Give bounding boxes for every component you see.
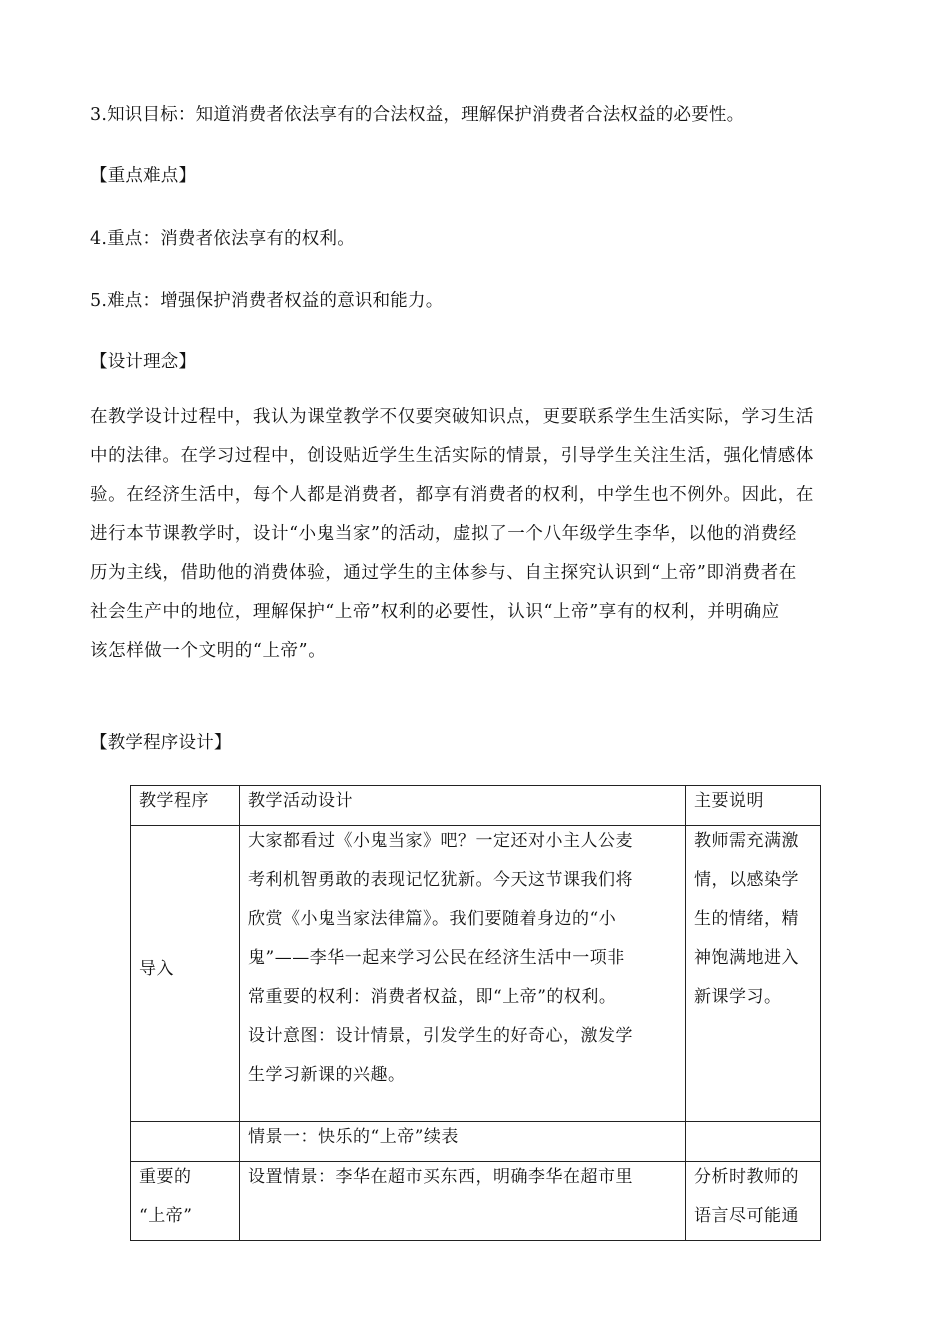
paragraph-line: 历为主线，借助他的消费体验，通过学生的主体参与、自主探究认识到“上帝”即消费者在 <box>90 563 797 583</box>
header-cell-note: 主要说明 <box>686 786 821 826</box>
design-concept-heading: 【设计理念】 <box>90 352 197 372</box>
table-header-row <box>131 786 821 826</box>
header-cell-stage: 教学程序 <box>131 786 240 826</box>
intro-note-cell: 教师需充满激 情，以感染学 生的情绪，精 神饱满地进入 新课学习。 <box>686 826 821 1122</box>
paragraph-line: 在教学设计过程中，我认为课堂教学不仅要突破知识点，更要联系学生生活实际，学习生活 <box>90 407 814 427</box>
difficult-point-line: 5.难点：增强保护消费者权益的意识和能力。 <box>90 291 444 311</box>
table-row-scene <box>131 1122 821 1162</box>
knowledge-goal-line: 3.知识目标：知道消费者依法享有的合法权益，理解保护消费者合法权益的必要性。 <box>90 105 745 125</box>
paragraph-line: 该怎样做一个文明的“上帝”。 <box>90 641 327 661</box>
paragraph-line: 社会生产中的地位，理解保护“上帝”权利的必要性，认识“上帝”享有的权利，并明确应 <box>90 602 780 622</box>
procedure-heading: 【教学程序设计】 <box>90 733 232 753</box>
intro-activity-cell: 大家都看过《小鬼当家》吧？一定还对小主人公麦 考利机智勇敢的表现记忆犹新。今天这节课我们将 欣赏《小鬼当家法律篇》。我们要随着身边的“小 鬼”——李华一起来学习公民在经济生活中一项非 常重要的权利：消费者权益，即“上帝”的权利。 设计意图：设计情景，引发学生的好奇心，激发学 生学习新课的兴趣。 <box>240 826 686 1122</box>
important-note-cell: 分析时教师的 语言尽可能通 <box>686 1162 821 1241</box>
paragraph-line: 验。在经济生活中，每个人都是消费者，都享有消费者的权利，中学生也不例外。因此，在 <box>90 485 814 505</box>
table-row-important <box>131 1162 821 1241</box>
scene-note-cell <box>686 1122 821 1162</box>
important-activity-cell: 设置情景：李华在超市买东西，明确李华在超市里 <box>240 1162 686 1241</box>
paragraph-line: 中的法律。在学习过程中，创设贴近学生生活实际的情景，引导学生关注生活，强化情感体 <box>90 446 814 466</box>
key-point-line: 4.重点：消费者依法享有的权利。 <box>90 229 355 249</box>
scene-stage-cell <box>131 1122 240 1162</box>
intro-stage-cell: 导入 <box>131 826 240 1122</box>
header-cell-activity: 教学活动设计 <box>240 786 686 826</box>
table-row-intro <box>131 826 821 1122</box>
paragraph-line: 进行本节课教学时，设计“小鬼当家”的活动，虚拟了一个八年级学生李华，以他的消费经 <box>90 524 797 544</box>
key-difficult-heading: 【重点难点】 <box>90 166 197 186</box>
design-concept-paragraph <box>90 402 860 675</box>
important-stage-cell: 重要的 “上帝” <box>131 1162 240 1241</box>
scene-activity-cell: 情景一：快乐的“上帝”续表 <box>240 1122 686 1162</box>
procedure-table <box>130 785 821 1241</box>
